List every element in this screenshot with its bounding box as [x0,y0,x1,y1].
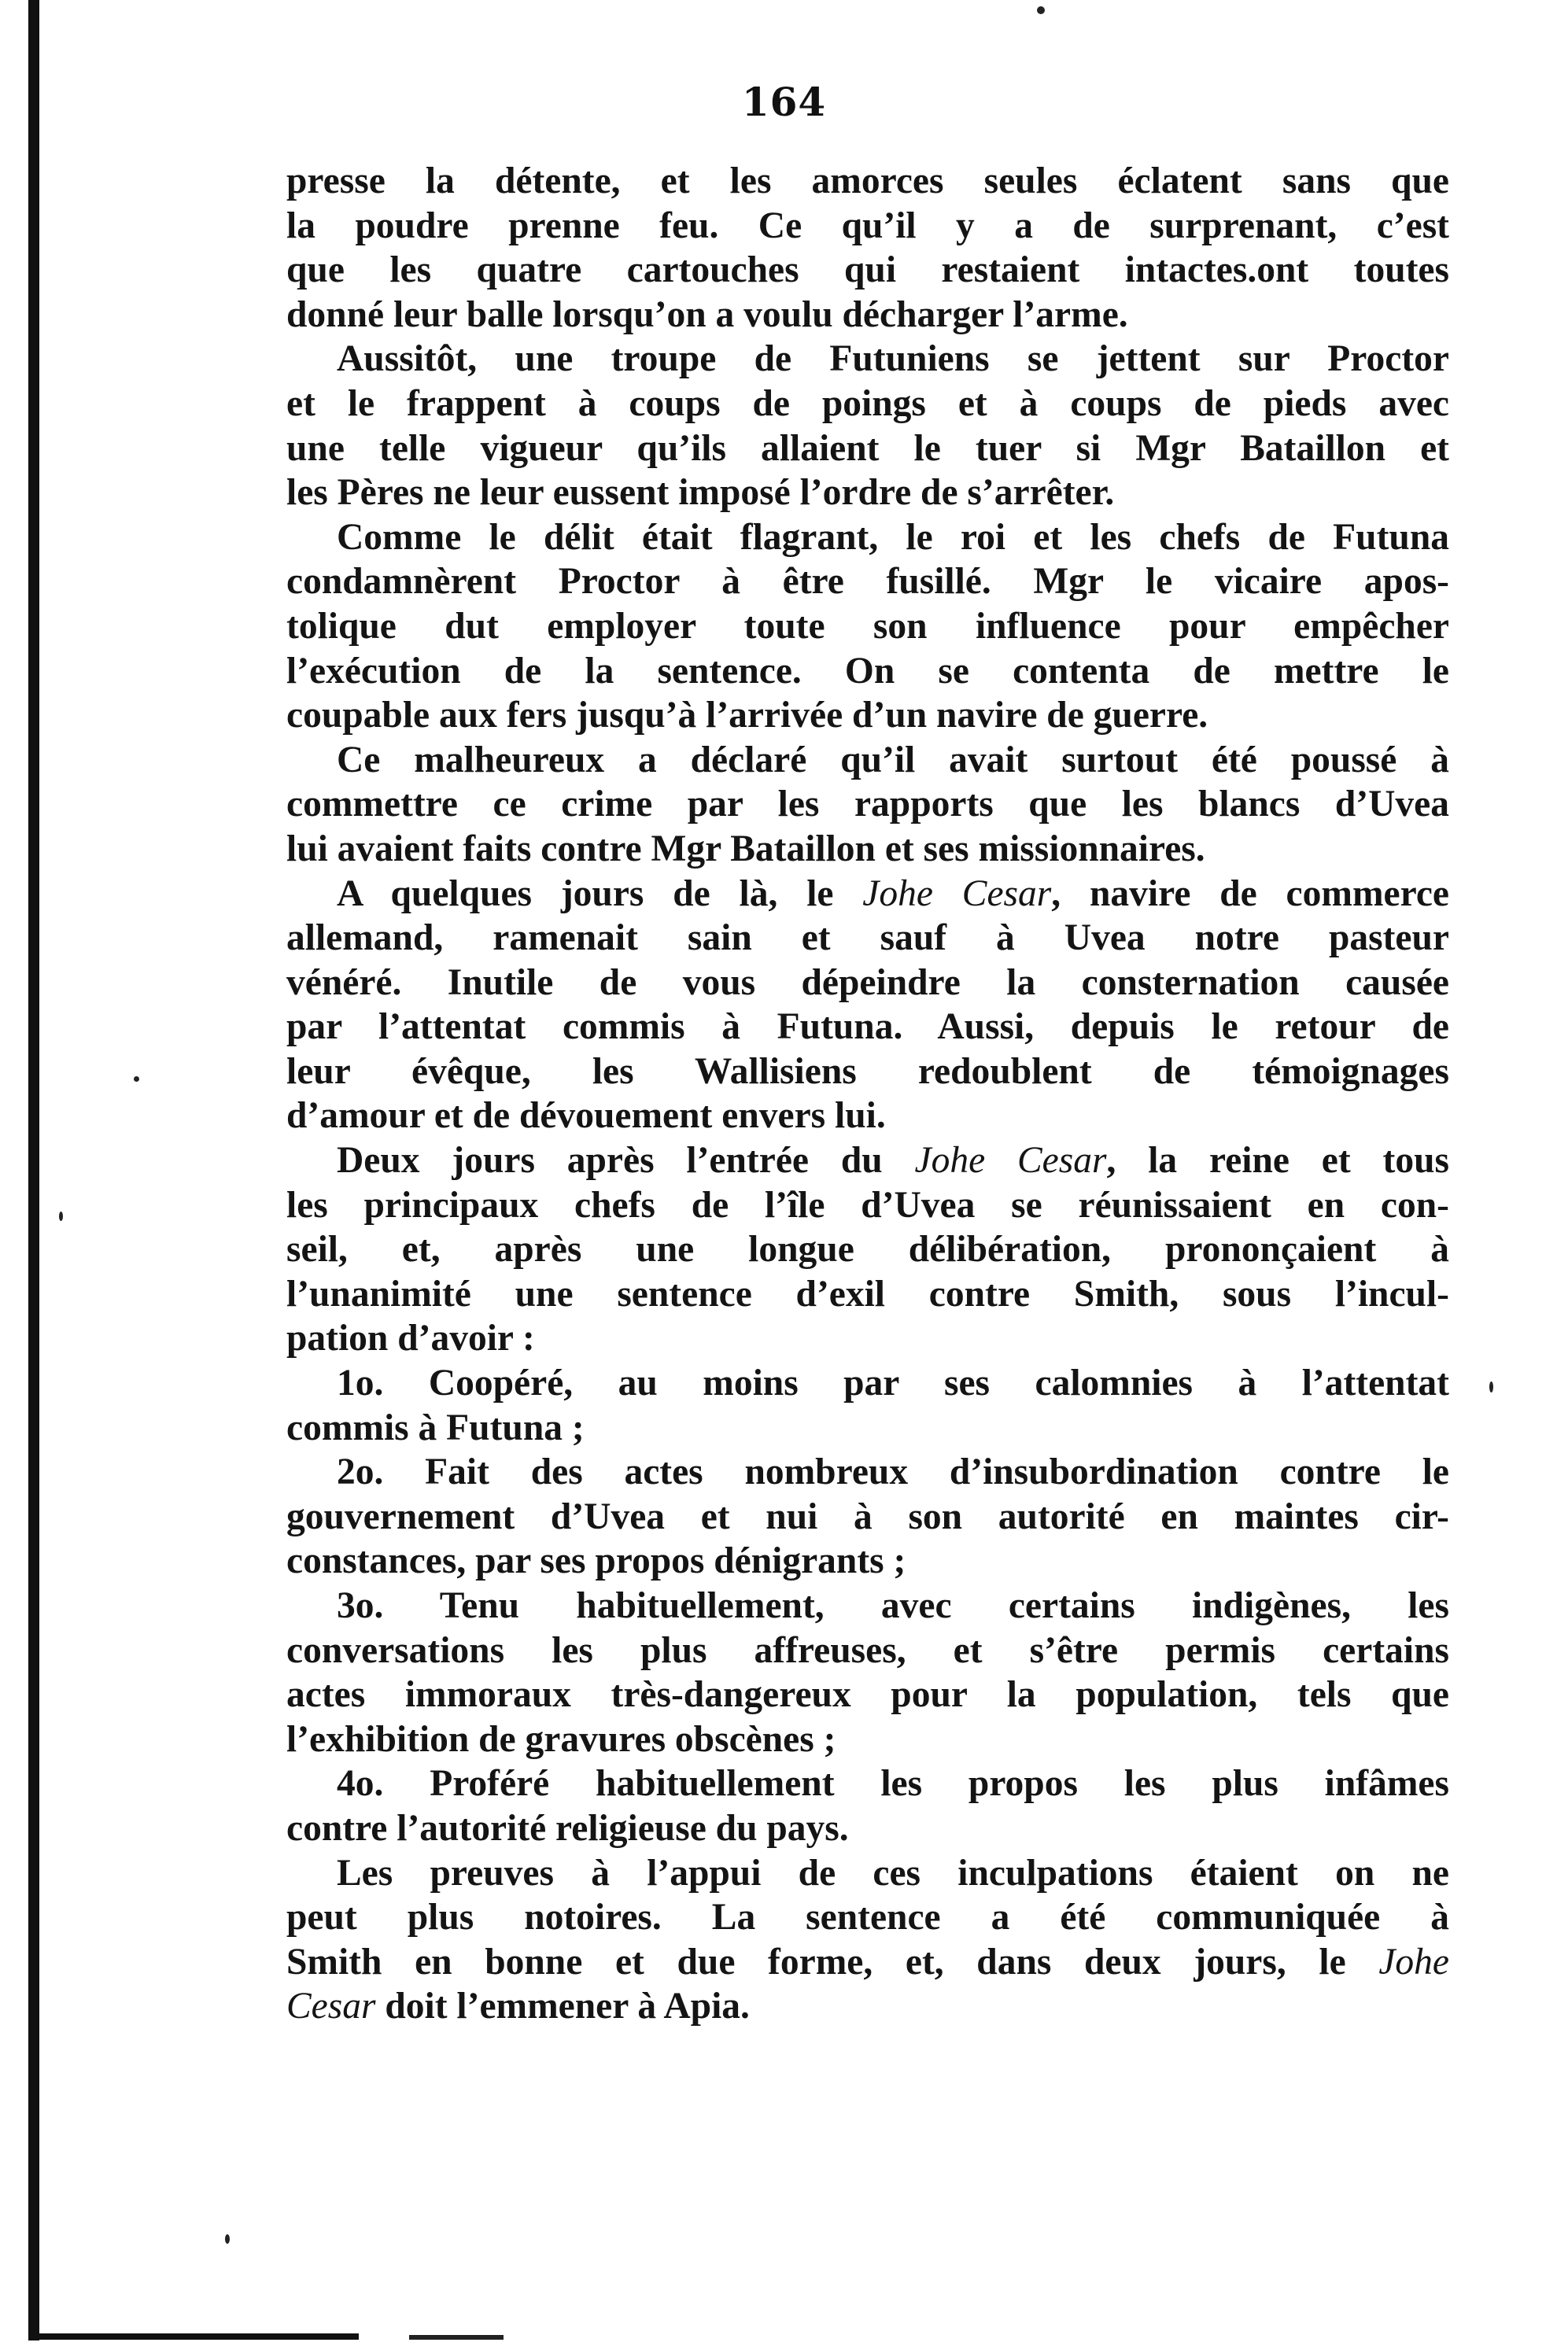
ship-name: Johe Cesar [862,872,1052,914]
text-line: seil, et, après une longue délibération, prononçaient à [286,1229,1449,1271]
text-line: d’amour et de dévouement envers lui. [286,1095,886,1137]
text-line: condamnèrent Proctor à être fusillé. Mgr le vicaire apos- [286,561,1449,603]
text-line: lui avaient faits contre Mgr Bataillon et ses missionnaires. [286,828,1205,869]
page-number: 164 [741,79,827,125]
text-line: A quelques jours de là, le Johe Cesar, navire de commerce [337,872,1449,914]
text-line: constances, par ses propos dénigrants ; [286,1540,906,1582]
text-line: gouvernement d’Uvea et nui à son autorité en maintes cir- [286,1496,1449,1537]
text-line: et le frappent à coups de poings et à coups de pieds avec [286,382,1449,424]
text-line: pation d’avoir : [286,1318,535,1359]
text-line: actes immoraux très-dangereux pour la population, tels que [286,1674,1449,1716]
ship-name: Johe Cesar [914,1140,1107,1182]
text-line: commettre ce crime par les rapports que les blancs d’Uvea [286,784,1449,825]
text-line: conversations les plus affreuses, et s’être permis certains [286,1629,1449,1671]
text-line: tolique dut employer toute son influence pour empêcher [286,605,1449,647]
text-line: commis à Futuna ; [286,1407,585,1448]
text-line: 1o. Coopéré, au moins par ses calomnies à l’attentat [337,1363,1449,1404]
text-line: Comme le délit était flagrant, le roi et les chefs de Futuna [337,516,1449,558]
text-line: 2o. Fait des actes nombreux d’insubordination contre le [337,1451,1449,1493]
text-line: l’exhibition de gravures obscènes ; [286,1718,836,1760]
text-line: Cesar doit l’emmener à Apia. [286,1986,750,2027]
text-line: coupable aux fers jusqu’à l’arrivée d’un navire de guerre. [286,695,1208,736]
scan-speck [225,2234,230,2244]
scan-edge-left [28,0,39,2340]
text-line: vénéré. Inutile de vous dépeindre la consternation causée [286,961,1449,1003]
body-text [286,159,1449,2029]
text-line: par l’attentat commis à Futuna. Aussi, depuis le retour de [286,1006,1449,1048]
scan-speck [134,1076,139,1082]
scan-speck [1489,1381,1493,1392]
text-line: Smith en bonne et due forme, et, dans deux jours, le Johe [286,1941,1449,1983]
scan-speck [59,1212,63,1221]
text-line: l’exécution de la sentence. On se contenta de mettre le [286,650,1449,692]
text-line: Les preuves à l’appui de ces inculpations étaient on ne [337,1852,1449,1894]
text-line: que les quatre cartouches qui restaient intactes.ont toutes [286,249,1449,291]
text-line: les Pères ne leur eussent imposé l’ordre de s’arrêter. [286,472,1115,514]
text-line: l’unanimité une sentence d’exil contre Smith, sous l’incul- [286,1273,1449,1315]
text-line: presse la détente, et les amorces seules éclatent sans que [286,160,1449,201]
text-line: donné leur balle lorsqu’on a voulu décharger l’arme. [286,293,1128,335]
text-line: peut plus notoires. La sentence a été communiquée à [286,1897,1449,1938]
text-line: une telle vigueur qu’ils allaient le tuer si Mgr Bataillon et [286,427,1449,469]
text-line: 3o. Tenu habituellement, avec certains indigènes, les [337,1585,1449,1626]
text-line: les principaux chefs de l’île d’Uvea se réunissaient en con- [286,1184,1449,1226]
text-line: Ce malheureux a déclaré qu’il avait surtout été poussé à [337,739,1449,780]
scan-edge-bottom-fragment [409,2335,504,2340]
text-line: leur évêque, les Wallisiens redoublent de témoignages [286,1050,1449,1092]
text-line: Deux jours après l’entrée du Johe Cesar, la reine et tous [337,1140,1450,1182]
text-line: contre l’autorité religieuse du pays. [286,1807,849,1849]
text-line: allemand, ramenait sain et sauf à Uvea notre pasteur [286,917,1449,959]
text-line: 4o. Proféré habituellement les propos les plus infâmes [337,1763,1449,1805]
scan-edge-bottom [28,2333,359,2340]
text-line: la poudre prenne feu. Ce qu’il y a de surprenant, c’est [286,205,1449,246]
ship-name: Johe [1378,1941,1449,1983]
scan-speck [1037,6,1045,14]
ship-name: Cesar [286,1986,376,2027]
text-line: Aussitôt, une troupe de Futuniens se jettent sur Proctor [337,338,1449,380]
